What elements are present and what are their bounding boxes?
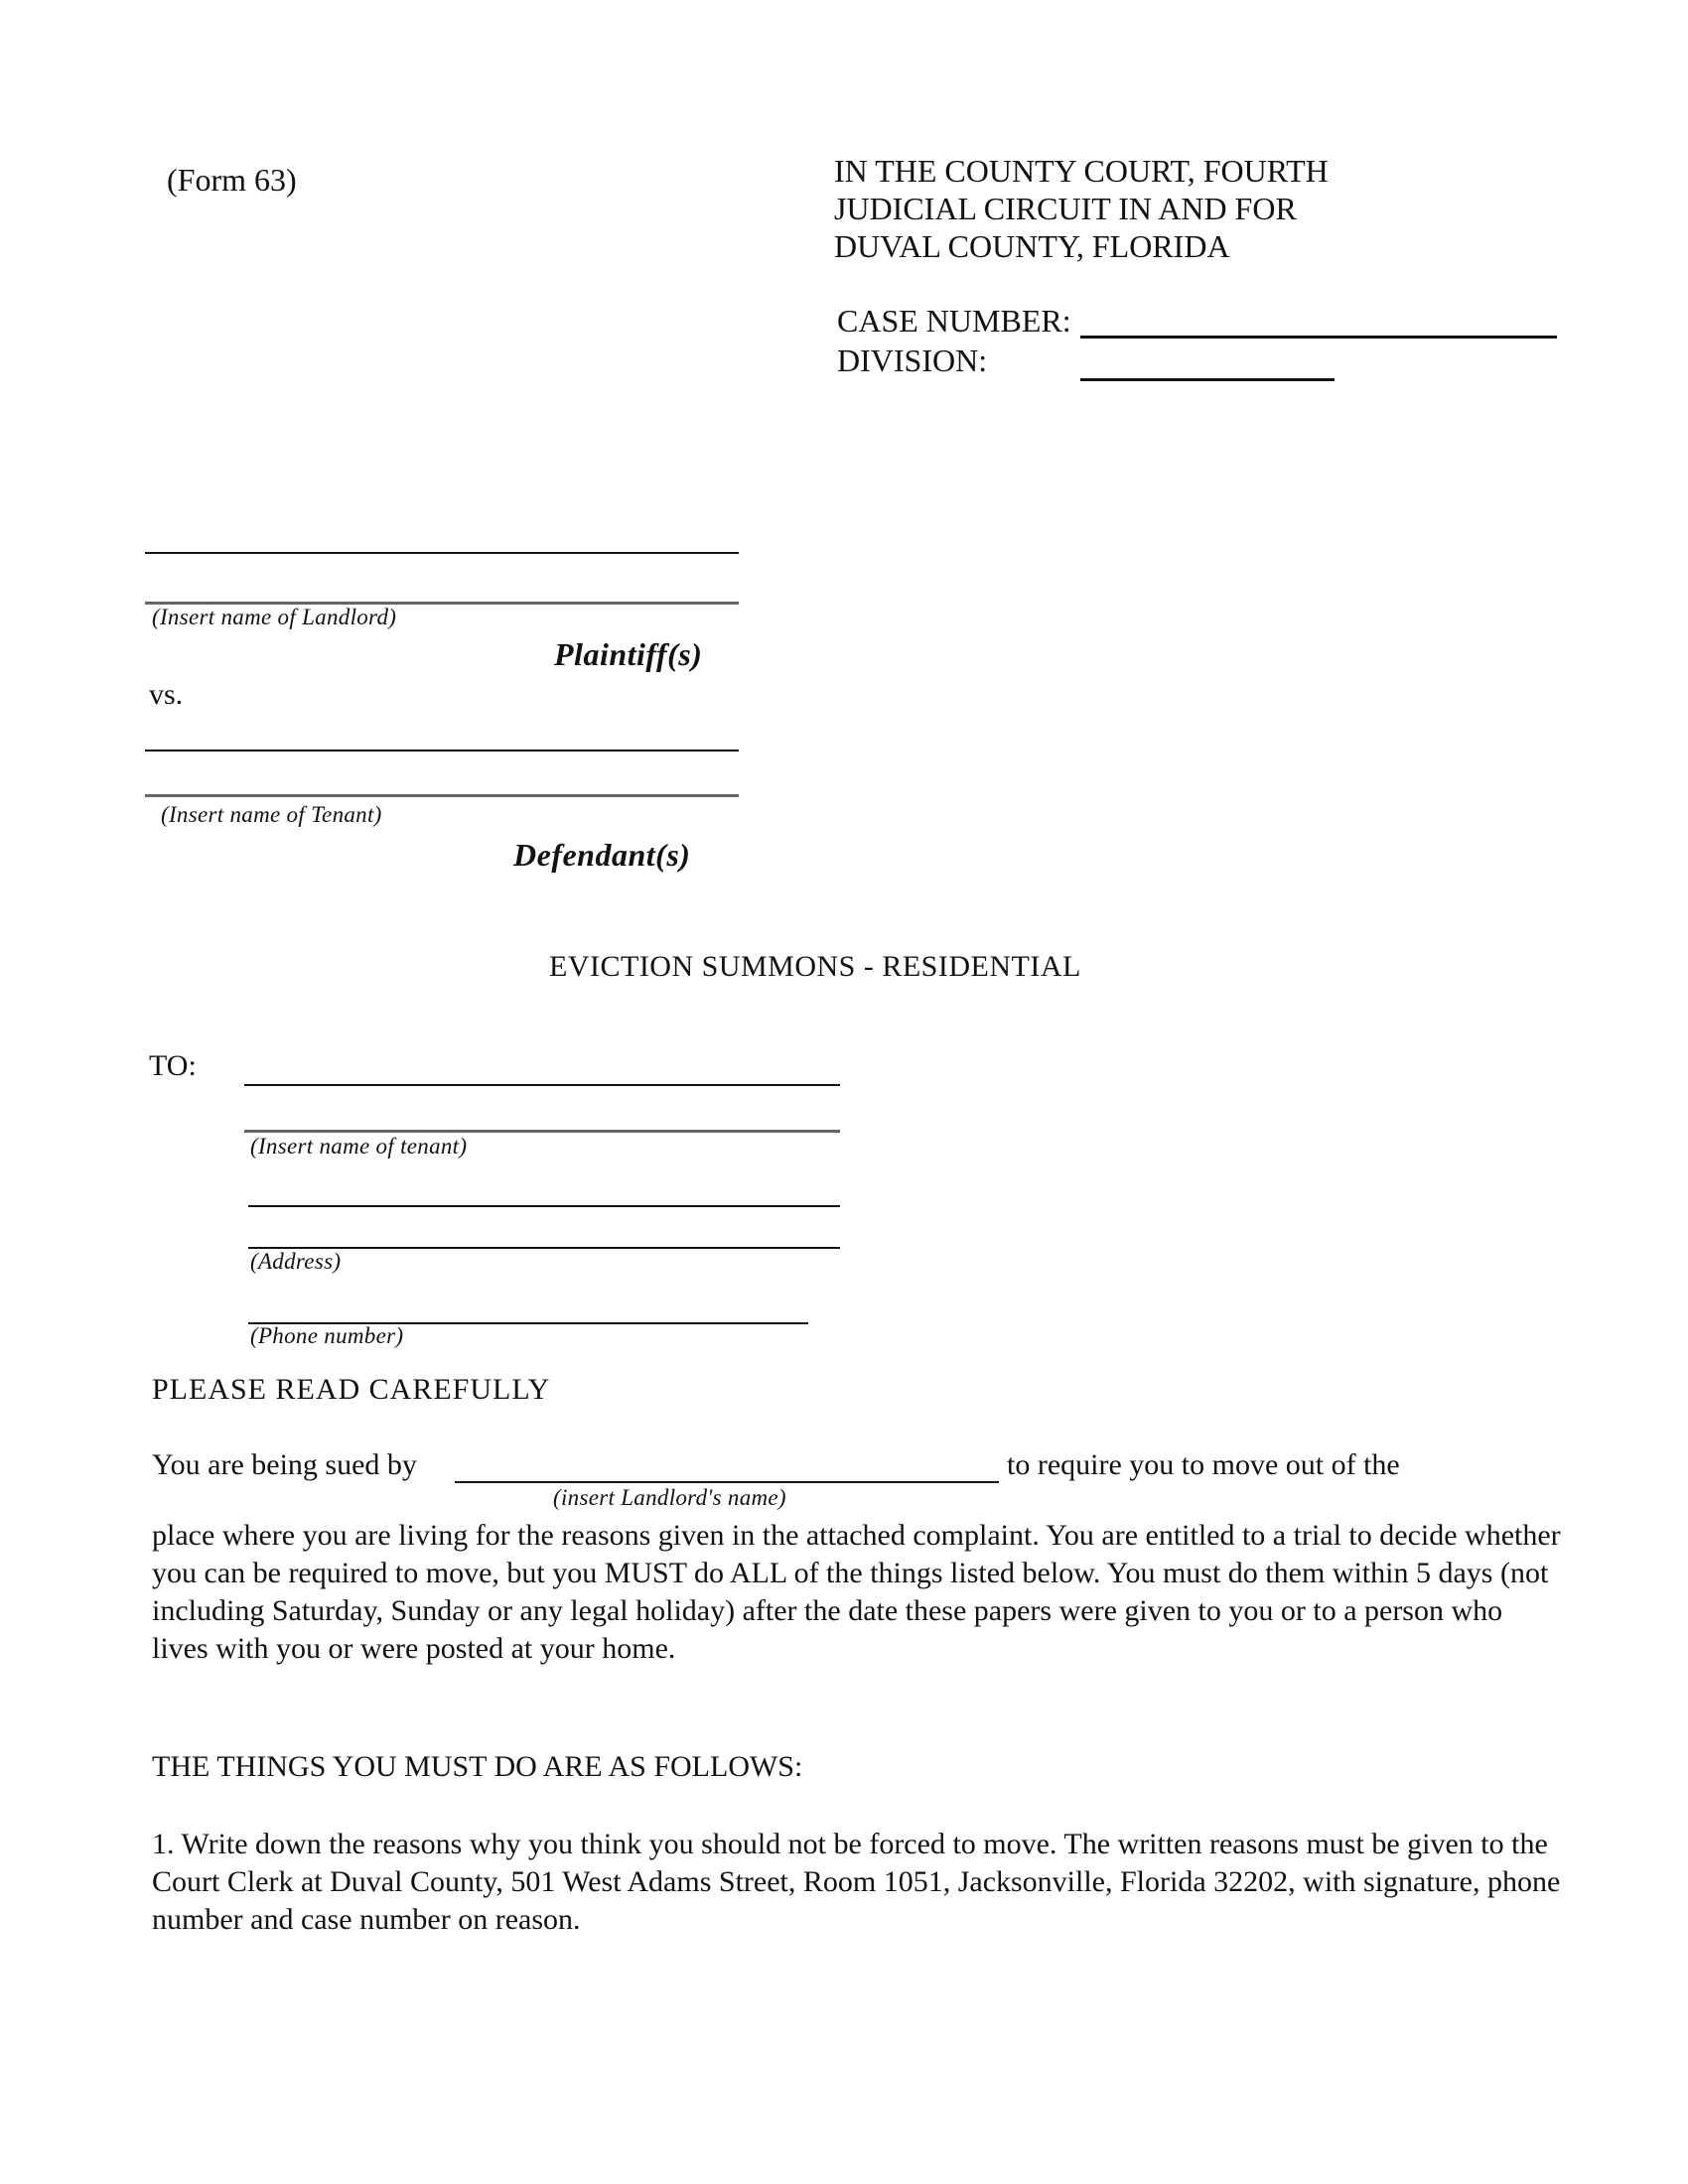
tenant-name-field-2[interactable] [145,794,739,797]
tenant-name-field-1[interactable] [145,750,739,751]
landlord-name-field-1[interactable] [145,552,739,554]
instruction-item-1-text: 1. Write down the reasons why you think you should not be forced to move. The written reasons must be given to the Court Clerk at Duval County, 501 West Adams Street, Room 1051, Jacksonville, Florida 32202, with signature, phone number and case number on reason. [152,1828,1561,1936]
versus-label: vs. [149,678,184,711]
landlord-name-inline-field[interactable] [455,1481,999,1483]
address-field-1[interactable] [248,1205,840,1207]
division-label: DIVISION: [837,342,988,378]
tenant-to-name-hint: (Insert name of tenant) [250,1134,468,1159]
phone-number-hint: (Phone number) [250,1323,404,1348]
case-number-field[interactable] [1080,336,1557,339]
summons-paragraph-text: place where you are living for the reasons given in the attached complaint. You are entitled to a trial to decide whether you can be required to move, but you MUST do ALL of the things listed below. You must do them within 5 days (not including Saturday, Sunday or any legal holiday) after the date these papers were given to you or to a person who lives with you or were posted at your home. [152,1519,1561,1665]
tenant-to-name-field-1[interactable] [244,1084,840,1086]
plaintiff-label: Plaintiff(s) [554,636,703,672]
case-number-label: CASE NUMBER: [837,303,1071,339]
sued-by-prefix: You are being sued by [152,1448,417,1481]
things-heading: THE THINGS YOU MUST DO ARE AS FOLLOWS: [152,1750,803,1783]
tenant-name-hint: (Insert name of Tenant) [161,802,382,827]
form-number: (Form 63) [167,162,297,198]
court-name-line-1: IN THE COUNTY COURT, FOURTH [834,153,1329,189]
summons-paragraph [152,1517,1562,1668]
document-title: EVICTION SUMMONS - RESIDENTIAL [549,950,1081,983]
address-hint: (Address) [250,1249,342,1274]
landlord-name-hint: (Insert name of Landlord) [152,605,397,629]
landlord-name-inline-hint: (insert Landlord's name) [553,1485,786,1510]
court-name-line-2: JUDICIAL CIRCUIT IN AND FOR [834,191,1297,226]
sued-by-suffix: to require you to move out of the [1007,1448,1400,1481]
division-field[interactable] [1080,378,1335,381]
tenant-to-name-field-2[interactable] [244,1130,840,1133]
instruction-item-1 [152,1826,1562,1939]
to-label: TO: [149,1049,197,1082]
please-read-heading: PLEASE READ CAREFULLY [152,1373,551,1406]
court-name-line-3: DUVAL COUNTY, FLORIDA [834,228,1230,264]
defendant-label: Defendant(s) [513,837,691,873]
